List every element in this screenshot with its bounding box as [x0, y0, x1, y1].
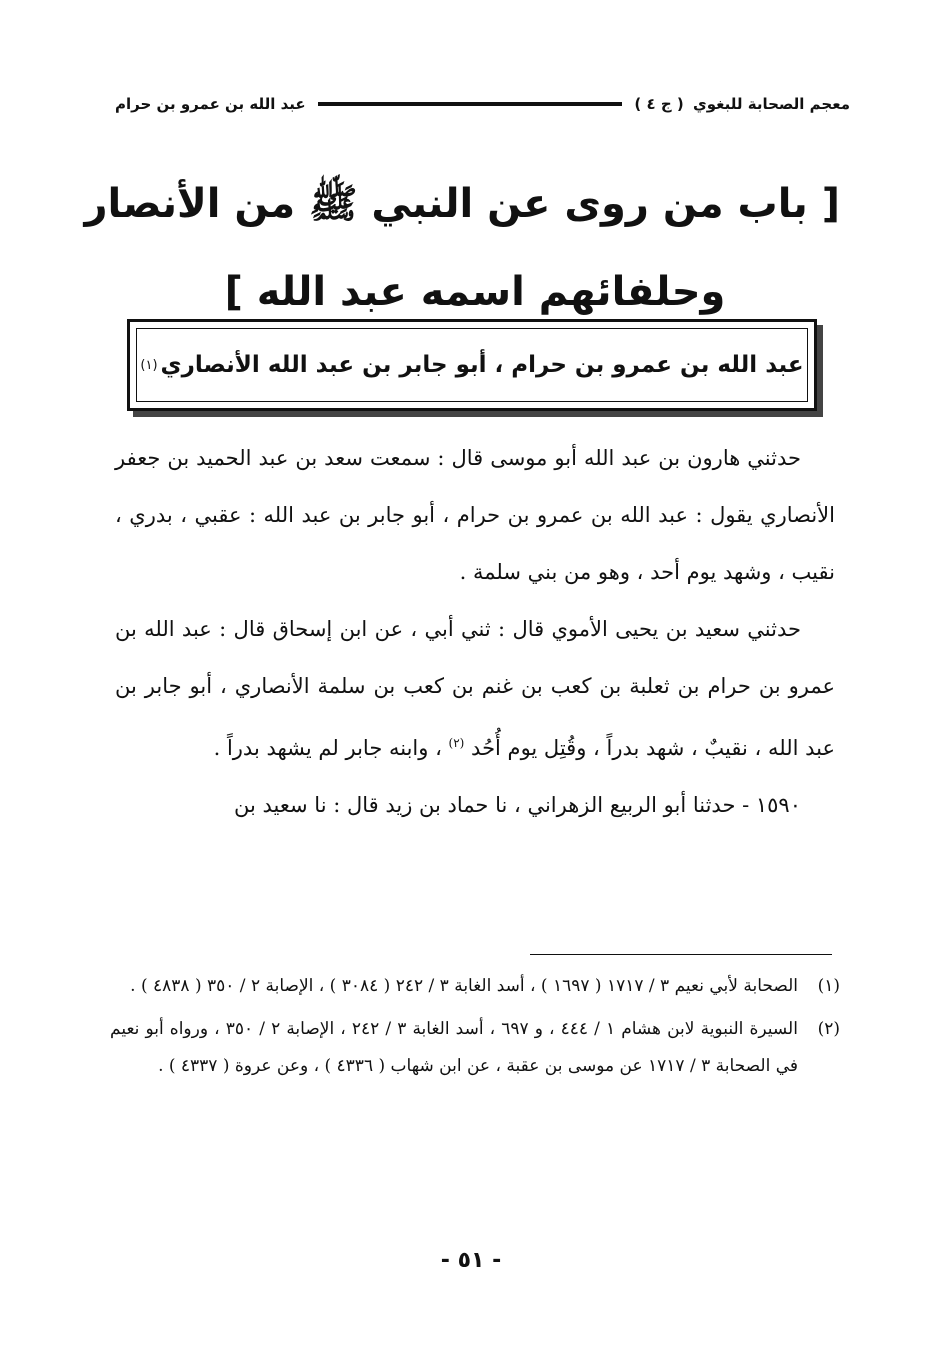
chapter-title-line-1: [ باب من روى عن النبي ﷺ من الأنصار: [84, 181, 840, 227]
footnotes: [110, 968, 840, 1091]
entry-heading: عبد الله بن عمرو بن حرام ، أبو جابر بن عبد الله الأنصاري: [160, 352, 804, 378]
volume-label: ( ج ٤ ): [634, 95, 684, 113]
paragraph-2-text-a: حدثني سعيد بن يحيى الأموي قال : ثني أبي ، عن ابن إسحاق قال : عبد الله بن عمرو بن حرام بن ثعلبة بن كعب بن غنم بن كعب بن سلمة الأنصاري ، أبو جابر بن عبد الله ، نقيبٌ ، شهد بدراً ، وقُتِل يوم أُحُد: [115, 617, 835, 760]
footnote-2: [110, 1011, 840, 1085]
book-title-text: معجم الصحابة للبغوي: [693, 95, 850, 113]
chapter-title: [84, 160, 840, 336]
page-number: - ٥١ -: [440, 1248, 502, 1273]
paragraph-1-text: حدثني هارون بن عبد الله أبو موسى قال : سمعت سعد بن عبد الحميد بن جعفر الأنصاري يقول : عبد الله بن عمرو بن حرام ، أبو جابر بن عبد الله : عقبي ، بدري ، نقيب ، وشهد يوم أحد ، وهو من بني سلمة .: [115, 446, 835, 584]
paragraph-2-text-b: ، وابنه جابر لم يشهد بدراً .: [213, 736, 442, 760]
running-header: [115, 88, 850, 120]
paragraph-3-text: ١٥٩٠ - حدثنا أبو الربيع الزهراني ، نا حماد بن زيد قال : نا سعيد بن: [234, 793, 801, 817]
footnote-text: السيرة النبوية لابن هشام ١ / ٤٤٤ ، و ٦٩٧ ، أسد الغابة ٣ / ٢٤٢ ، الإصابة ٢ / ٣٥٠ ، ورواه أبو نعيم في الصحابة ٣ / ١٧١٧ عن موسى بن عقبة ، عن ابن شهاب ( ٤٣٣٦ ) ، وعن عروة ( ٤٣٣٧ ) .: [110, 1019, 798, 1076]
book-title: [634, 95, 850, 113]
body-text: [115, 430, 835, 834]
footnote-1: [110, 968, 840, 1005]
paragraph-1: [115, 430, 835, 601]
section-title: عبد الله بن عمرو بن حرام: [115, 95, 306, 113]
footnote-number: (٢): [817, 1019, 840, 1039]
footnote-text: الصحابة لأبي نعيم ٣ / ١٧١٧ ( ١٦٩٧ ) ، أسد الغابة ٣ / ٢٤٢ ( ٣٠٨٤ ) ، الإصابة ٢ / ٣٥٠ ( ٤٨٣٨ ) .: [130, 976, 798, 996]
paragraph-3: [115, 777, 835, 834]
chapter-title-line-2: وحلفائهم اسمه عبد الله ]: [224, 269, 726, 315]
header-rule: [318, 102, 623, 106]
entry-heading-frame: [136, 328, 808, 402]
footnote-ref-1: (١): [140, 357, 158, 373]
footnote-separator: [530, 954, 832, 955]
footnote-number: (١): [817, 976, 840, 996]
footnote-ref-2: (٢): [448, 736, 465, 750]
paragraph-2: [115, 601, 835, 777]
entry-heading-box: [127, 319, 817, 411]
